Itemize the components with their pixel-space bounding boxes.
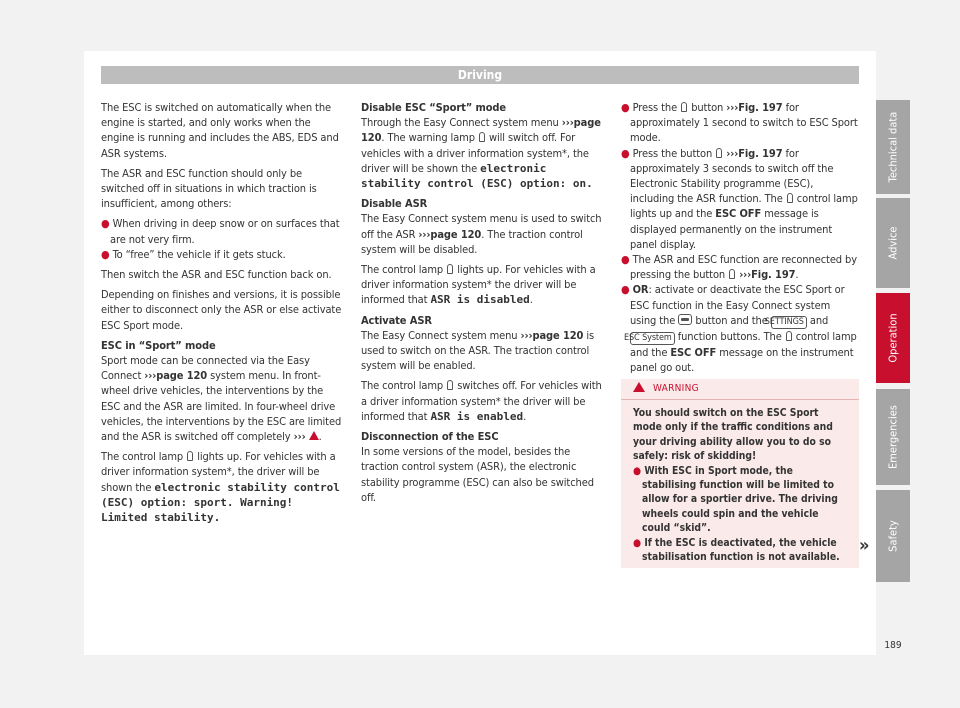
control-lamp-icon	[447, 380, 453, 390]
paragraph: The ESC is switched on automatically when the engine is started, and only works when the engine is running and includes the ABS, EDS and ASR systems.	[101, 101, 339, 160]
section-heading: ESC in “Sport” mode	[101, 338, 216, 352]
section-heading: Disable ASR	[361, 197, 428, 211]
continued-mark: »	[859, 535, 870, 556]
esc-button-icon	[729, 269, 735, 279]
bullet-item: ● Press the button ›››Fig. 197 for approximately 1 second to switch to ESC Sport mode.	[621, 101, 858, 145]
section-heading: Disable ESC “Sport” mode	[361, 101, 506, 114]
paragraph: In some versions of the model, besides the traction control system (ASR), the electronic stability programme (ESC) can also be switched off.	[361, 445, 594, 504]
settings-button-label: SETTINGS	[771, 316, 807, 329]
figure-link[interactable]: ›››Fig. 197	[726, 101, 783, 114]
section-heading: Disconnection of the ESC	[361, 430, 499, 444]
tab-operation[interactable]: Operation	[876, 293, 910, 383]
paragraph: The control lamp lights up. For vehicles with a driver information system*, the driver will be shown the electronic stability control (ESC) option: sport. Warning! Limited stability.	[101, 450, 340, 525]
paragraph: Depending on finishes and versions, it is possible either to disconnect only the ASR or else activate ESC Sport mode.	[101, 288, 342, 332]
column-2	[361, 100, 604, 510]
bullet-item: ● OR: activate or deactivate the ESC Sport or ESC function in the Easy Connect system using the button and the SETTINGS and ESC System function buttons. The control lamp and the ESC OFF message on the instrument panel go out.	[621, 283, 857, 375]
page-link[interactable]: ›››page 120	[144, 369, 208, 383]
column-3	[621, 100, 859, 380]
bullet-item: ● The ASR and ESC function are reconnected by pressing the button ›››Fig. 197.	[621, 253, 857, 282]
page-link[interactable]: ›››page 120	[520, 328, 584, 342]
bullet-item: ● When driving in deep snow or on surfaces that are not very firm.	[101, 217, 340, 246]
warning-bullet: ● If the ESC is deactivated, the vehicle stabilisation function is not available.	[633, 536, 840, 564]
tab-technical-data[interactable]: Technical data	[876, 100, 910, 194]
column-1	[101, 100, 344, 530]
paragraph: The ASR and ESC function should only be switched off in situations in which traction is insufficient, among others:	[101, 166, 317, 211]
bullet-item: ● Press the button ›››Fig. 197 for approximately 3 seconds to switch off the Electronic Stability programme (ESC), including the ASR function. The control lamp lights up and the ESC OFF message is displayed permanently on the instrument panel display.	[621, 146, 858, 251]
bullet-item: ● To “free” the vehicle if it gets stuck.	[101, 247, 286, 261]
figure-link[interactable]: ›››Fig. 197	[739, 268, 796, 282]
page-header: Driving	[101, 66, 859, 84]
display-message: ESC OFF	[715, 207, 762, 221]
display-message: ESC OFF	[670, 345, 717, 359]
warning-text: You should switch on the ESC Sport mode only if the traffic conditions and your driving ability allow you to do so safely: risk of skidding!	[633, 407, 833, 463]
warning-bullet: ● With ESC in Sport mode, the stabilising function will be limited to allow for a sportier drive. The driving wheels could spin and the vehicle could “skid”.	[633, 464, 838, 535]
display-message: ASR is disabled	[430, 293, 530, 307]
paragraph: The control lamp switches off. For vehicles with a driver information system* the driver will be informed that ASR is enabled.	[361, 379, 602, 423]
control-lamp-icon	[447, 264, 453, 274]
tab-advice[interactable]: Advice	[876, 198, 910, 288]
control-lamp-icon	[786, 331, 792, 341]
paragraph: Then switch the ASR and ESC function back on.	[101, 268, 332, 282]
page-link[interactable]: ›››page 120	[418, 227, 482, 241]
display-message: electronic stability control (ESC) option: on.	[361, 161, 593, 191]
warning-lamp-icon	[479, 132, 485, 142]
esc-button-icon	[681, 102, 687, 112]
paragraph: The Easy Connect system menu ›››page 120 is used to switch on the ASR. The traction control system will be enabled.	[361, 328, 595, 373]
paragraph: Sport mode can be connected via the Easy Connect ›››page 120 system menu. In front-wheel drive vehicles, the interventions by the ESC and the ASR are limited. In four-wheel drive vehicles, the interventions by the ESC are limited and the ASR is switched off completely ››› .	[101, 354, 342, 444]
warning-body	[621, 400, 859, 564]
paragraph: The control lamp lights up. For vehicles with a driver information system* the driver will be informed that ASR is disabled.	[361, 263, 596, 307]
display-message: electronic stability control (ESC) option: sport. Warning! Limited stability.	[101, 480, 340, 525]
car-button-icon	[678, 314, 692, 325]
figure-link[interactable]: ›››Fig. 197	[726, 146, 783, 160]
control-lamp-icon	[187, 451, 193, 461]
tab-safety[interactable]: Safety	[876, 490, 910, 582]
esc-button-icon	[716, 148, 722, 158]
control-lamp-icon	[787, 193, 793, 203]
warning-header: WARNING	[621, 379, 859, 400]
warning-box	[621, 379, 859, 568]
tab-emergencies[interactable]: Emergencies	[876, 389, 910, 485]
page-number: 189	[884, 640, 902, 651]
warning-icon	[309, 431, 319, 440]
esc-system-button-label: ESC System	[630, 332, 675, 345]
section-heading: Activate ASR	[361, 313, 432, 327]
paragraph: The Easy Connect system menu is used to switch off the ASR ›››page 120. The traction control system will be disabled.	[361, 212, 602, 256]
warning-icon	[633, 382, 645, 392]
display-message: ASR is enabled	[430, 409, 524, 423]
page-link[interactable]: ›››page 120	[361, 116, 601, 145]
paragraph: Through the Easy Connect system menu ›››page 120. The warning lamp will switch off. For vehicles with a driver information system*, the driver will be shown the electronic stability control (ESC) option: on.	[361, 116, 601, 191]
